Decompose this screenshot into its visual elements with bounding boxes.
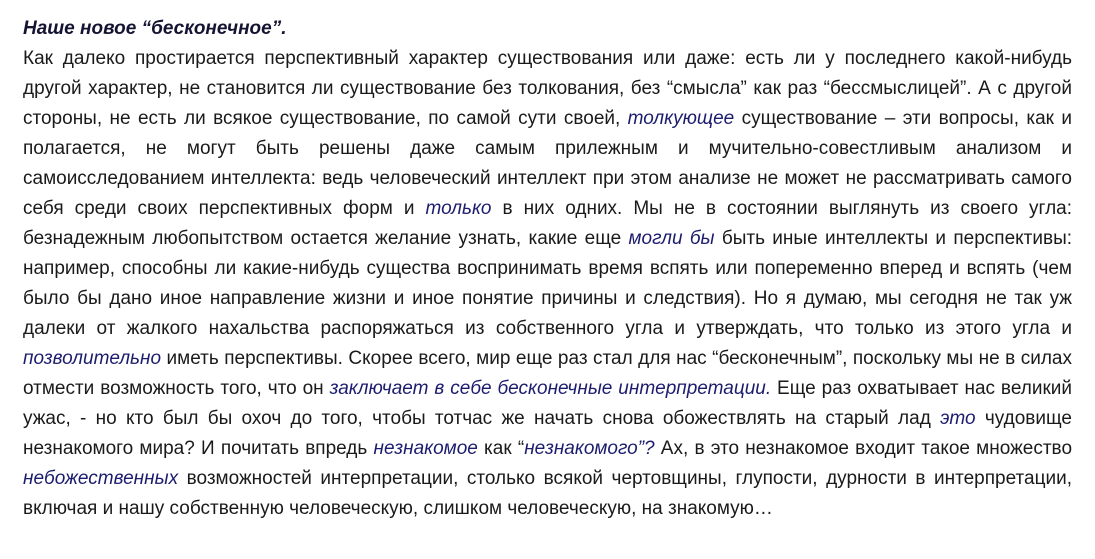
text-run: Еще раз охватывает нас великий ужас, - но кто был бы охоч до того, чтобы тотчас же начать снова обожествлять на старый лад [23,378,1072,429]
text-run: Как далеко простирается перспективный характер существования или даже: есть ли у последнего какой-нибудь другой характер, не становится ли существование без толкования, без “смысла” как раз “бессмыслицей”. А с другой стороны, не есть ли всякое существование, по самой сути своей, [23,48,1072,129]
text-run: иметь перспективы. Скорее всего, мир еще раз стал для нас “бесконечным”, поскольку мы не в силах отмести возможность того, что он [23,348,1072,399]
emphasized-text: незнакомое [373,438,478,459]
emphasized-text: заключает в себе бесконечные интерпретации. [329,378,772,399]
body-paragraph [23,44,1072,524]
section-heading: Наше новое “бесконечное”. [23,18,287,39]
emphasized-text: толкующее [627,108,735,129]
text-run: Ах, в это незнакомое входит такое множество [654,438,1073,459]
emphasized-text: могли бы [628,228,715,249]
text-run: существование – эти вопросы, как и полагается, не могут быть решены даже самым прилежным и мучительно-совестливым анализом и самоисследованием интеллекта: ведь человеческий интеллект при этом анализе не может не рассматривать самого себя среди своих перспективных форм и [23,108,1072,219]
text-run: чудовище незнакомого мира? И почитать впредь [23,408,1072,459]
emphasized-text: небожественных [23,468,179,489]
emphasized-text: только [425,198,492,219]
emphasized-text: незнакомого”? [524,438,655,459]
text-run: быть иные интеллекты и перспективы: например, способны ли какие-нибудь существа воспринимать время вспять или попеременно вперед и вспять (чем было бы дано иное направление жизни и иное понятие причины и следствия). Но я думаю, мы сегодня не так уж далеки от жалкого нахальства распоряжаться из собственного угла и утверждать, что только из этого угла и [23,228,1073,339]
text-run: как “ [477,438,525,459]
text-run: в них одних. Мы не в состоянии выглянуть из своего угла: безнадежным любопытством остается желание узнать, какие еще [23,198,1073,249]
emphasized-text: это [940,408,976,429]
emphasized-text: позволительно [23,348,162,369]
text-run: возможностей интерпретации, столько всякой чертовщины, глупости, дурности в интерпретации, включая и нашу собственную человеческую, слишком человеческую, на знакомую… [23,468,1072,519]
